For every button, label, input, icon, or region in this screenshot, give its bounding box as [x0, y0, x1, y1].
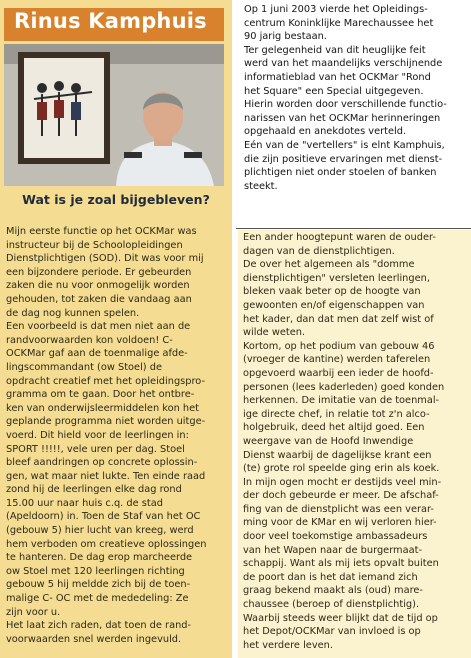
text-line: Het laat zich raden, dat toen de rand-	[6, 620, 192, 632]
text-line: het Depot/OCKMar van invloed is op	[243, 626, 421, 638]
text-line: gebouw 5 hij meldde zich bij de toen-	[6, 579, 191, 591]
intro-line: plichtigen niet onder stoelen of banken	[244, 167, 437, 179]
divider	[236, 228, 471, 229]
intro-line: het Square" een Special uitgegeven.	[244, 85, 424, 97]
text-line: (gebouw 5) hier lucht van kreeg, werd	[6, 525, 194, 537]
text-line: (vroeger de kantine) werden taferelen	[243, 354, 431, 366]
text-line: herkennen. De imitatie van de toenmal-	[243, 395, 440, 407]
text-line: In mijn ogen mocht er destijds veel min-	[243, 476, 442, 488]
text-line: instructeur bij de Schoolopleidingen	[6, 239, 183, 251]
text-line: De over het algemeen als "domme	[243, 259, 415, 271]
text-line: wilde weten.	[243, 327, 306, 339]
text-line: personen (lees kaderleden) goed konden	[243, 381, 445, 393]
text-line: Dienst waarbij de dagelijkse krant een	[243, 449, 432, 461]
intro-line: steekt.	[244, 180, 278, 192]
text-line: (Apeldoorn) in. Toen de Staf van het OC	[6, 511, 201, 523]
text-line: geplande programma niet worden uitge-	[6, 416, 206, 428]
text-line: voerd. Dit hield voor de leerlingen in:	[6, 429, 189, 441]
text-line: opgevoerd waarbij een ieder de hoofd-	[243, 367, 434, 379]
intro-line: die zijn positieve ervaringen met dienst-	[244, 153, 443, 165]
text-line: lingscommandant (ow Stoel) de	[6, 361, 162, 373]
text-line: gewoonten en/of eigenschappen van	[243, 299, 425, 311]
section-subheading: Wat is je zoal bijgebleven?	[22, 192, 210, 207]
text-line: zond hij de leerlingen elke dag rond	[6, 484, 182, 496]
text-line: Dienstplichtigen (SOD). Dit was voor mij	[6, 253, 204, 265]
title-banner	[4, 8, 224, 41]
text-line: ken van onderwijsleermiddelen kon het	[6, 402, 199, 414]
article-title: Rinus Kamphuis	[14, 9, 207, 33]
text-line: ow Stoel met 120 leerlingen richting	[6, 565, 185, 577]
intro-line: Op 1 juni 2003 vierde het Opleidings-	[244, 4, 428, 15]
text-line: door veel toekomstige ambassadeurs	[243, 531, 428, 543]
text-line: Kortom, op het podium van gebouw 46	[243, 340, 435, 352]
text-line: schappij. Want als mij iets opvalt buiten	[243, 558, 439, 570]
text-line: holgebruik, deed het altijd goed. Een	[243, 422, 425, 434]
text-line: dienstplichtigen" versleten leerlingen,	[243, 272, 430, 284]
text-line: fing van de dienstplicht was een verar-	[243, 503, 434, 515]
text-line: zijn voor u.	[6, 606, 61, 618]
text-line: chaussee (beroep of dienstplichtig).	[243, 599, 420, 611]
text-line: hem verboden om creatieve oplossingen	[6, 538, 207, 550]
intro-line: centrum Koninklijke Marechaussee het	[244, 17, 434, 29]
text-line: dagen van de dienstplichtigen.	[243, 245, 395, 257]
text-line: gehouden, tot zaken die vandaag aan	[6, 293, 192, 305]
text-line: randvoorwaarden kon voldoen! C-	[6, 334, 173, 346]
text-line: gramma om te gaan. Door het ontbre-	[6, 389, 195, 401]
portrait-photo	[4, 44, 224, 186]
right-column-text	[243, 231, 444, 652]
text-line: Waarbij steeds weer blijkt dat de tijd op	[243, 612, 438, 624]
text-line: van het Wapen naar de burgermaat-	[243, 544, 422, 556]
text-line: de dag nog kunnen spelen.	[6, 307, 140, 319]
intro-line: 90 jarig bestaan.	[244, 31, 327, 43]
text-line: voorwaarden snel werden ingevuld.	[6, 633, 182, 645]
intro-line: opgehaald en anekdotes verteld.	[244, 126, 407, 138]
text-line: (te) grote rol speelde ging erin als koek.	[243, 463, 440, 475]
intro-line: Ter gelegenheid van dit heuglijke feit	[244, 44, 426, 56]
text-line: bleken vaak beter op de hoogte van	[243, 286, 421, 298]
text-line: Een voorbeeld is dat men niet aan de	[6, 321, 191, 333]
text-line: zaken die nu voor onmogelijk worden	[6, 280, 190, 292]
text-line: een bijzondere periode. Er gebeurden	[6, 266, 192, 278]
intro-line: Hierin worden door verschillende functio-	[244, 99, 447, 111]
text-line: het kader, dan dat men dat zelf wist of	[243, 313, 434, 325]
intro-text	[244, 3, 447, 193]
text-line: graag bekend maakt als (oud) mare-	[243, 585, 423, 597]
photo-illustration	[4, 44, 224, 186]
text-line: weergave van de Hoofd Inwendige	[243, 435, 414, 447]
text-line: gen, wat maar niet lukte. Ten einde raad	[6, 470, 206, 482]
text-line: Mijn eerste functie op het OCKMar was	[6, 226, 197, 237]
intro-line: informatieblad van het OCKMar "Rond	[244, 71, 431, 83]
text-line: het verdere leven.	[243, 639, 333, 651]
intro-line: werd van het maandelijks verschijnende	[244, 58, 443, 70]
text-line: 15.00 uur naar huis c.q. de stad	[6, 497, 163, 509]
text-line: SPORT !!!!!, vele uren per dag. Stoel	[6, 443, 185, 455]
intro-line: Eén van de "vertellers" is elnt Kamphuis,	[244, 139, 445, 151]
intro-line: narissen van het OCKMar herinneringen	[244, 112, 441, 124]
text-line: malige C- OC met de mededeling: Ze	[6, 593, 189, 605]
text-line: ming voor de KMar en wij verloren hier-	[243, 517, 437, 529]
text-line: de poort dan is het dat iemand zich	[243, 571, 418, 583]
text-line: der doch gebeurde er meer. De afschaf-	[243, 490, 439, 502]
text-line: ige directe chef, in relatie tot z'n alco-	[243, 408, 430, 420]
left-column-text	[6, 225, 206, 646]
text-line: te hanteren. De dag erop marcheerde	[6, 552, 193, 564]
text-line: bleef aandringen op concrete oplossin-	[6, 457, 198, 469]
text-line: opdracht creatief met het opleidingspro-	[6, 375, 206, 387]
text-line: Een ander hoogtepunt waren de ouder-	[243, 232, 436, 243]
text-line: OCKMar gaf aan de toenmalige afde-	[6, 348, 188, 360]
